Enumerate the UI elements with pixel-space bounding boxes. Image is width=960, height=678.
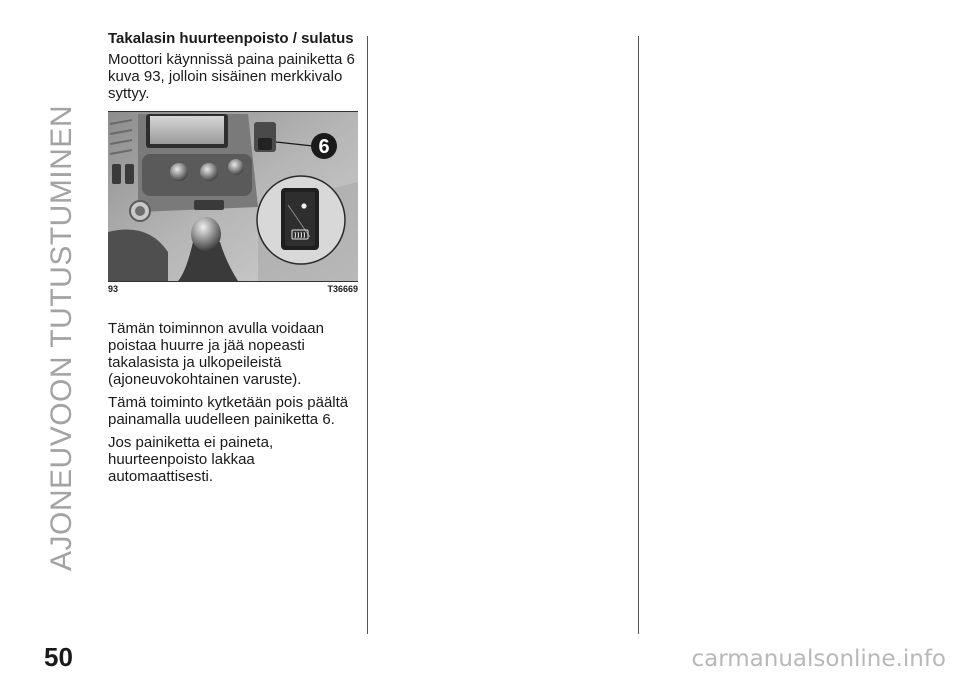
figure-93 — [108, 111, 358, 294]
callout-number: 6 — [318, 136, 330, 158]
figure-bottom-rule — [108, 281, 358, 282]
indicator-led — [301, 203, 306, 208]
section-title-text: AJONEUVOON TUTUSTUMINEN — [45, 105, 78, 571]
paragraph-2: Tämä toiminto kytketään pois päältä painamalla uudelleen painiketta 6. — [108, 394, 349, 428]
text-column-bottom — [108, 320, 358, 491]
figure-number: 93 — [108, 284, 119, 294]
intro-paragraph: Moottori käynnissä paina painiketta 6 kuva 93, jolloin sisäinen merkkivalo syttyy. — [108, 51, 355, 102]
figure-code: T36669 — [327, 284, 358, 294]
section-side-title — [47, 8, 77, 668]
dashboard-photo — [108, 112, 358, 281]
paragraph-1: Tämän toiminnon avulla voidaan poistaa huurre ja jää nopeasti takalasista ja ulkopeileistä (ajoneuvokohtainen varuste). — [108, 320, 324, 388]
section-heading: Takalasin huurteenpoisto / sulatus — [108, 30, 354, 47]
page-number: 50 — [44, 642, 73, 672]
figure-caption — [108, 284, 358, 294]
gear-knob — [191, 217, 221, 251]
watermark: carmanualsonline.info — [691, 646, 946, 672]
hvac-knob-left — [170, 163, 188, 181]
column-divider-left — [367, 36, 368, 634]
text-column-top — [108, 30, 358, 108]
column-divider-right — [638, 36, 639, 634]
hvac-knob-right — [228, 159, 244, 175]
paragraph-3: Jos painiketta ei paineta, huurteenpoisto lakkaa automaattisesti. — [108, 434, 274, 485]
hvac-knob-center — [200, 163, 218, 181]
